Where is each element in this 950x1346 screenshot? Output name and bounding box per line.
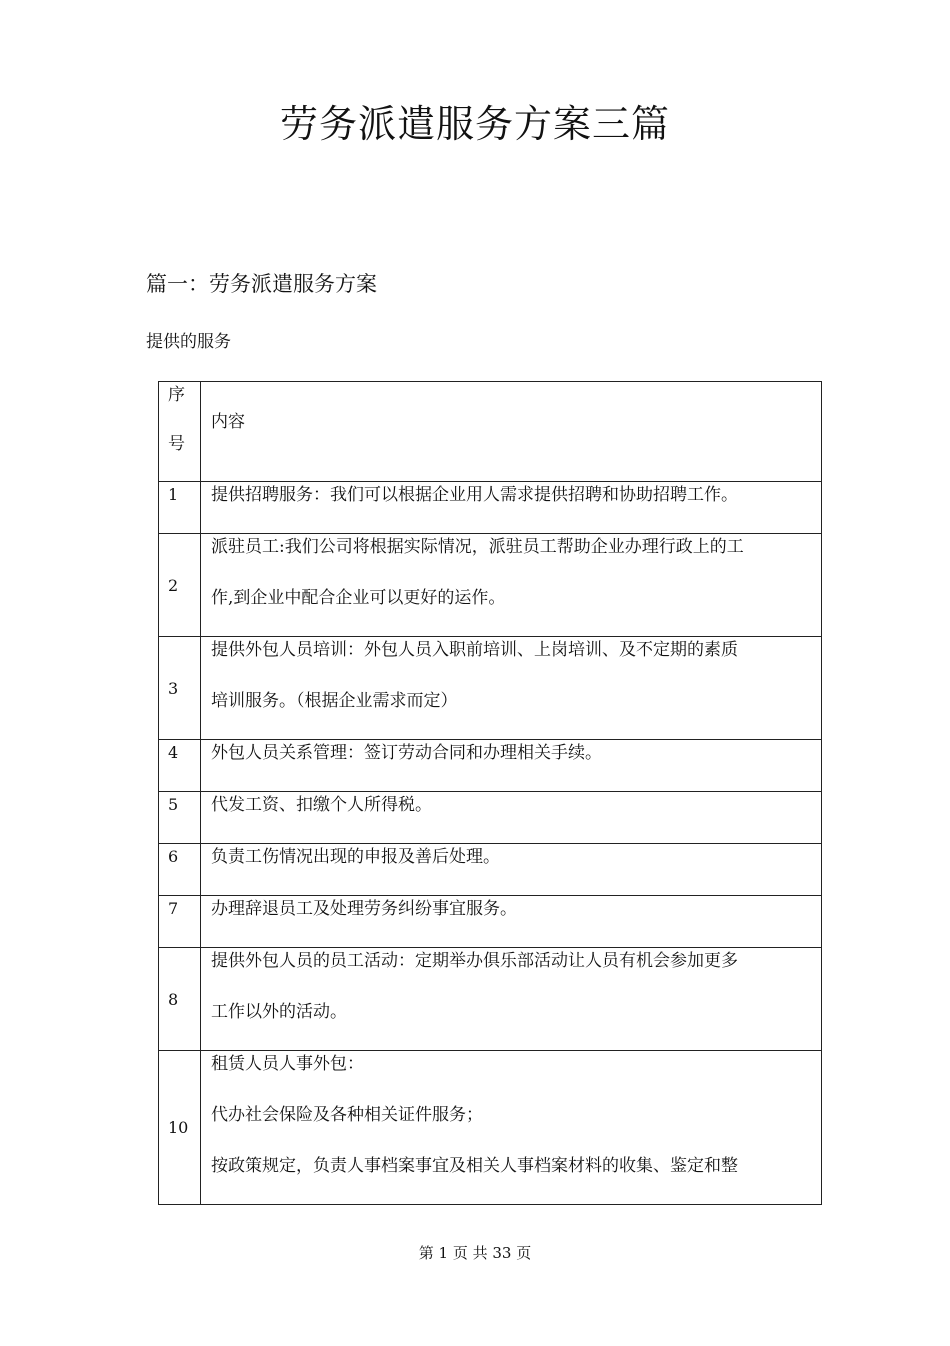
row-content-line: 派驻员工:我们公司将根据实际情况，派驻员工帮助企业办理行政上的工 xyxy=(211,537,744,557)
table-row xyxy=(159,896,822,948)
row-number-cell: 6 xyxy=(159,844,201,896)
row-content-cell xyxy=(201,1051,822,1205)
services-table xyxy=(158,381,822,1205)
table-row xyxy=(159,792,822,844)
row-number-cell: 7 xyxy=(159,896,201,948)
table-row xyxy=(159,844,822,896)
header-number-label-2: 号 xyxy=(168,434,185,454)
row-content-cell xyxy=(201,948,822,1051)
row-content-line: 培训服务。（根据企业需求而定） xyxy=(211,691,458,711)
table-header-row xyxy=(159,382,822,482)
row-content-cell xyxy=(201,844,822,896)
document-title: 劳务派遣服务方案三篇 xyxy=(279,102,670,146)
row-content-line: 提供外包人员的员工活动：定期举办俱乐部活动让人员有机会参加更多 xyxy=(211,951,738,971)
row-number-cell: 10 xyxy=(159,1051,201,1205)
table-row xyxy=(159,948,822,1051)
row-content-line: 作,到企业中配合企业可以更好的运作。 xyxy=(211,588,506,608)
table-row xyxy=(159,740,822,792)
row-content-line: 外包人员关系管理：签订劳动合同和办理相关手续。 xyxy=(211,743,602,763)
row-content-cell xyxy=(201,534,822,637)
table-row xyxy=(159,1051,822,1205)
row-content-line: 办理辞退员工及处理劳务纠纷事宜服务。 xyxy=(211,899,517,919)
row-content-cell xyxy=(201,740,822,792)
row-content-line: 工作以外的活动。 xyxy=(211,1002,347,1022)
header-number-cell xyxy=(159,382,201,482)
row-content-line: 代办社会保险及各种相关证件服务； xyxy=(211,1105,483,1125)
header-number-label-1: 序 xyxy=(168,385,185,405)
row-content-cell xyxy=(201,792,822,844)
row-content-line: 提供招聘服务：我们可以根据企业用人需求提供招聘和协助招聘工作。 xyxy=(211,485,738,505)
row-content-line: 代发工资、扣缴个人所得税。 xyxy=(211,795,432,815)
row-content-line: 租赁人员人事外包： xyxy=(211,1054,364,1074)
row-content-line: 负责工伤情况出现的申报及善后处理。 xyxy=(211,847,500,867)
row-number-cell: 8 xyxy=(159,948,201,1051)
row-number-cell: 5 xyxy=(159,792,201,844)
row-content-line: 提供外包人员培训：外包人员入职前培训、上岗培训、及不定期的素质 xyxy=(211,640,738,660)
row-content-line: 按政策规定，负责人事档案事宜及相关人事档案材料的收集、鉴定和整 xyxy=(211,1156,738,1176)
sub-heading: 提供的服务 xyxy=(146,332,231,352)
table-row xyxy=(159,637,822,740)
row-number-cell: 1 xyxy=(159,482,201,534)
header-content-cell: 内容 xyxy=(201,382,822,482)
row-number-cell: 4 xyxy=(159,740,201,792)
row-number-cell: 3 xyxy=(159,637,201,740)
section-heading: 篇一：劳务派遣服务方案 xyxy=(146,272,377,296)
row-content-cell xyxy=(201,896,822,948)
table-row xyxy=(159,534,822,637)
row-content-cell xyxy=(201,637,822,740)
row-number-cell: 2 xyxy=(159,534,201,637)
row-content-cell xyxy=(201,482,822,534)
table-row xyxy=(159,482,822,534)
page-footer: 第 1 页 共 33 页 xyxy=(418,1244,532,1262)
